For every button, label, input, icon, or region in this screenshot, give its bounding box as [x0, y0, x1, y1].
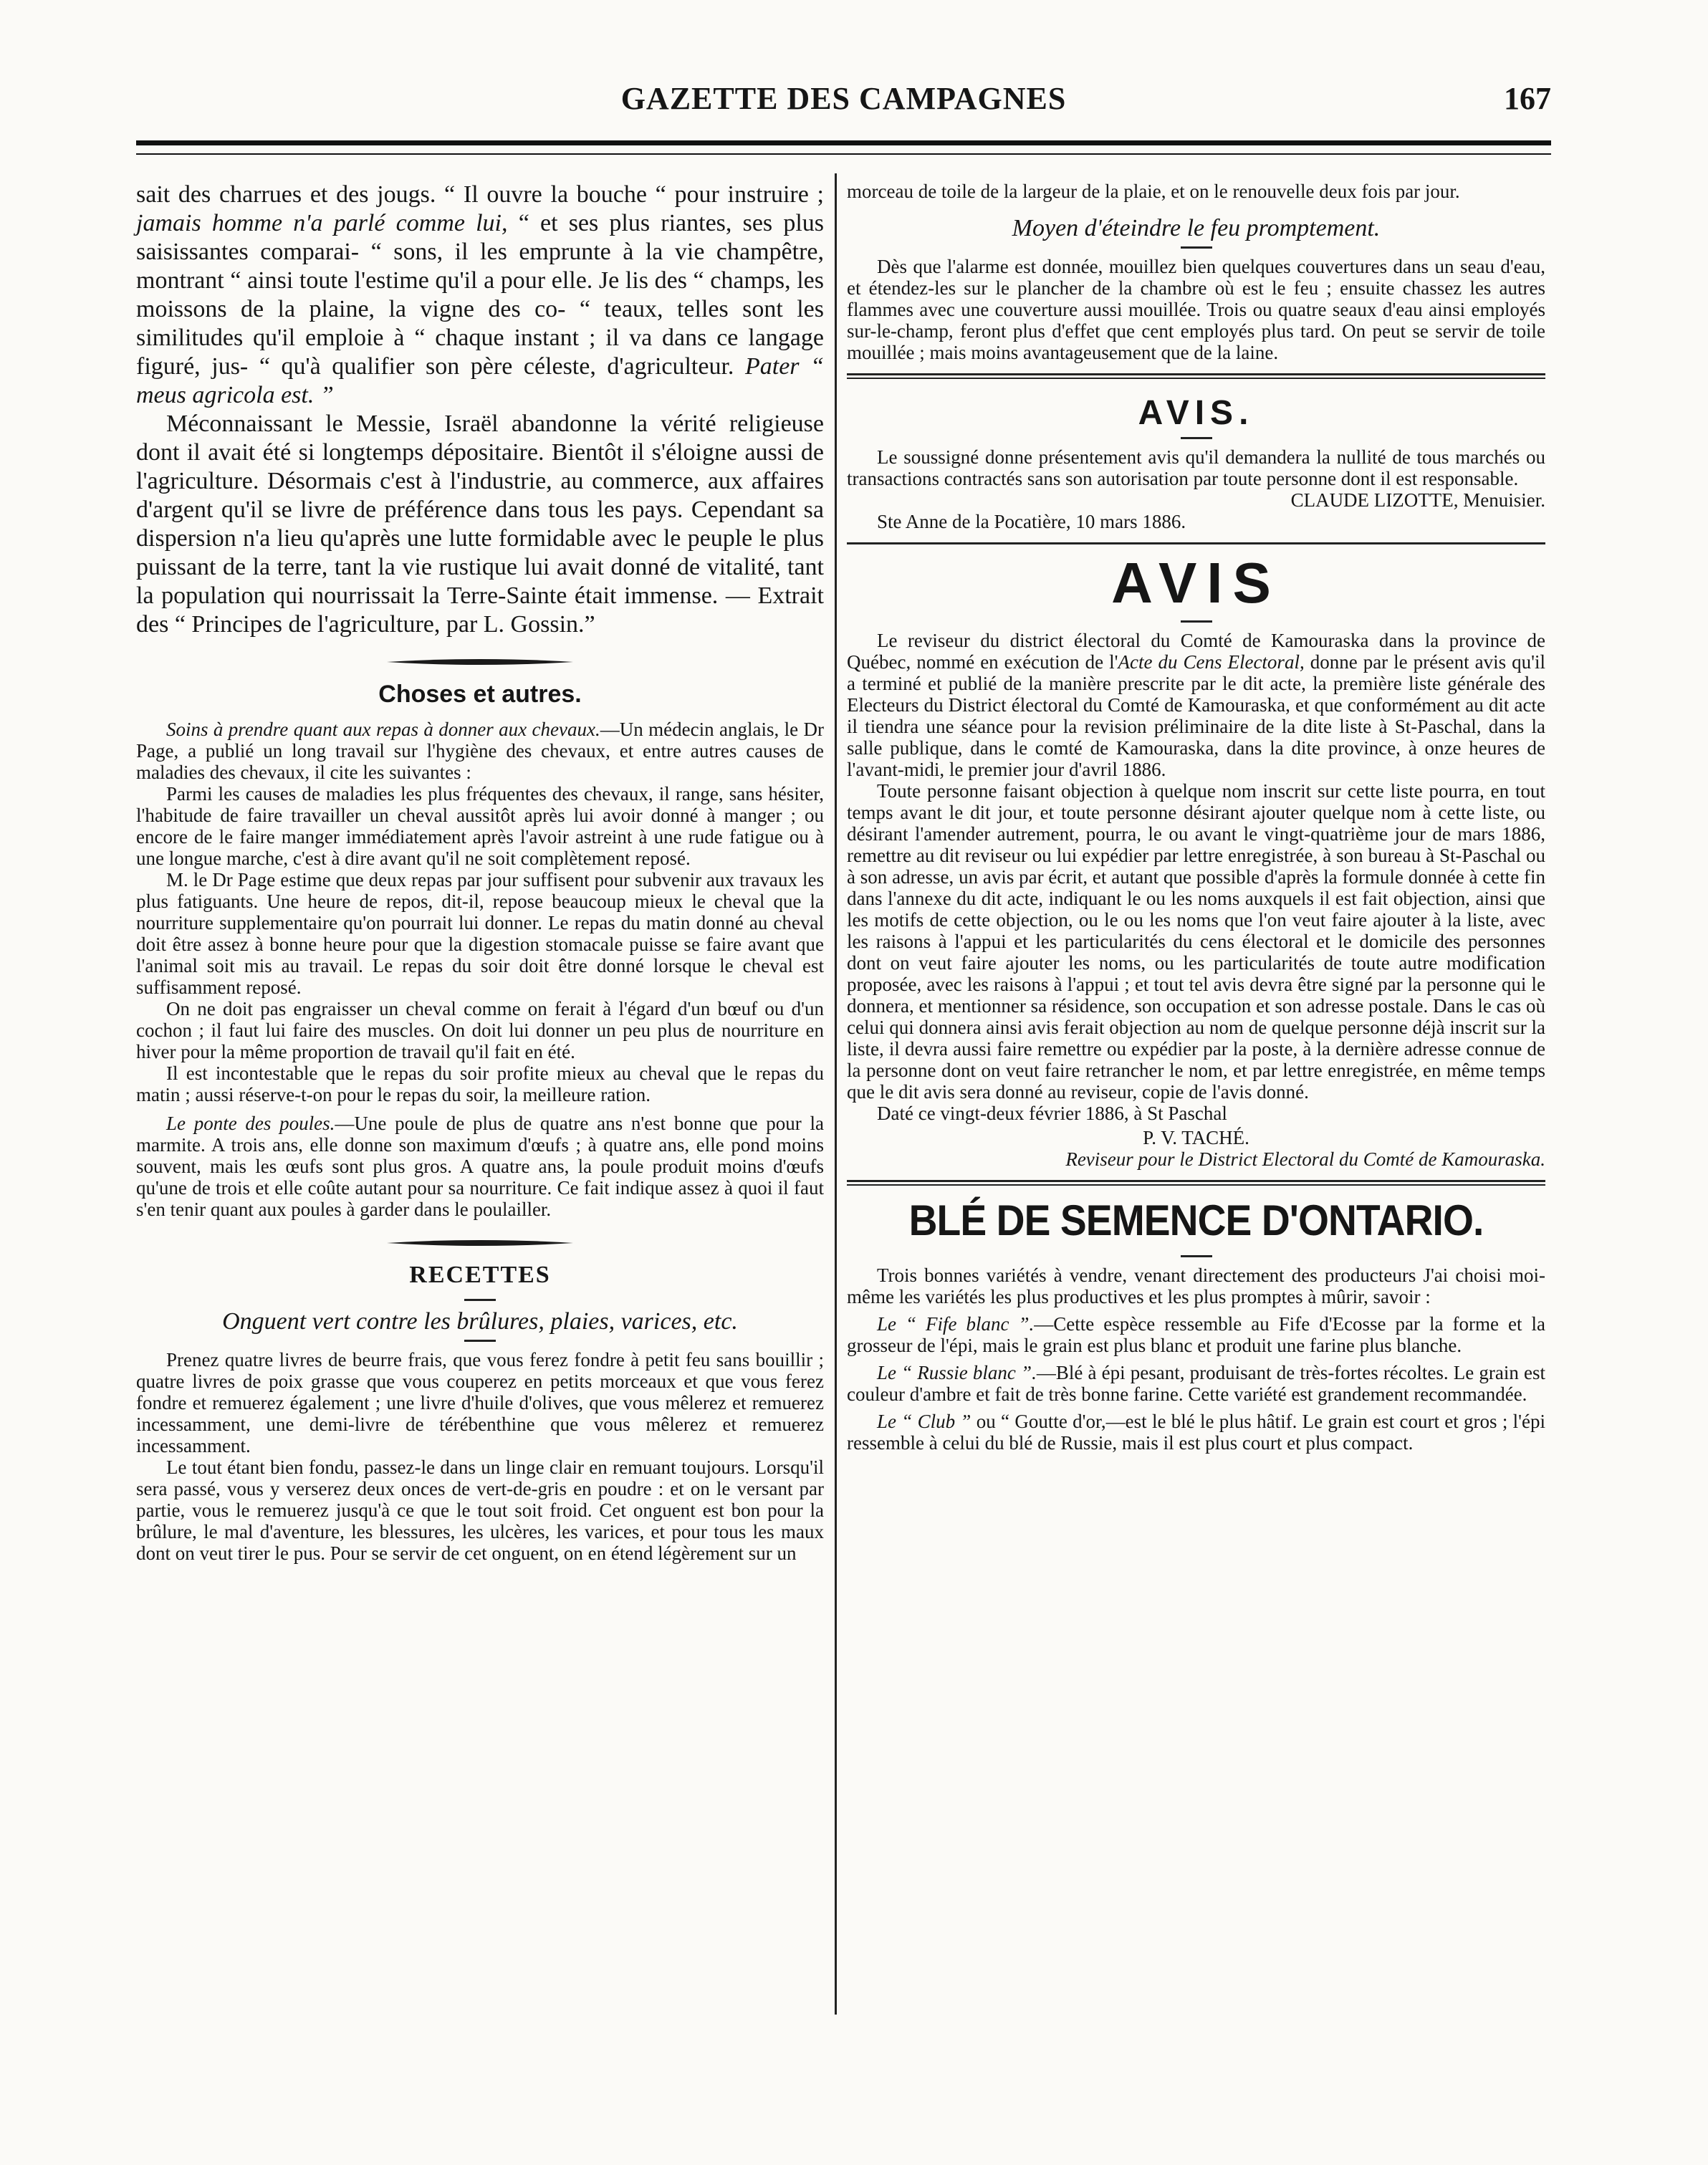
- avis1-dash: [1181, 437, 1212, 439]
- avis2-act-name: Acte du Cens Electoral,: [1118, 651, 1305, 673]
- ble-title: BLÉ DE SEMENCE D'ONTARIO.: [908, 1196, 1484, 1244]
- avis2-p1: [847, 630, 1545, 780]
- recettes-p1: Prenez quatre livres de beurre frais, que vous ferez fondre à petit feu sans bouillir ; quatre livres de poix grasse que vous couperez en petits morceaux et que vous ferez fondre et remuerez également ; une livre d'huile d'olives, que vous mêlerez et remuerez incessamment, une demi-livre de térébenthine que vous mêlerez et remuerez incessamment.: [136, 1349, 824, 1456]
- choses-p3: On ne doit pas engraisser un cheval comme on ferait à l'égard d'un bœuf ou d'un cochon ; il faut lui faire des muscles. On doit lui donner un peu plus de nourriture en hiver pour la même proportion de travail qu'il fait en été.: [136, 998, 824, 1062]
- avis2-role: [847, 1148, 1545, 1170]
- feu-subtitle: Moyen d'éteindre le feu promptement.: [1012, 215, 1381, 241]
- feu-dash: [1181, 246, 1212, 249]
- israel-paragraph: Méconnaissant le Messie, Israël abandonne la vérité religieuse dont il avait été si longtemps dépositaire. Bientôt il s'éloigne aussi de l'agriculture. Désormais c'est à l'industrie, au commerce, aux affaires d'argent qu'il se livre de préférence dans tous les pays. Cependant sa dispersion n'a lieu qu'après une lutte formidable avec le peuple le plus puissant de la terre, tant la vie rustique lui avait donné de vitalité, tant la population qui nourrissait la Terre-Sainte était immense. — Extrait des “ Principes de l'agriculture, par L. Gossin.”: [136, 411, 824, 638]
- avis1-title: AVIS.: [1138, 394, 1254, 432]
- recettes-title: RECETTES: [409, 1262, 551, 1288]
- poules-lead: Le ponte des poules.: [166, 1113, 335, 1134]
- ble-rule-thin: [847, 1184, 1545, 1186]
- variety-1-text: —Cette espèce ressemble au Fife d'Ecosse par la forme et la grosseur de l'épi, mais le grain est plus blanc et produit une farine plus blanche.: [847, 1313, 1545, 1356]
- avis2-rule: [847, 542, 1545, 544]
- avis1-rule-thin: [847, 378, 1545, 379]
- choses-p1: Parmi les causes de maladies les plus fréquentes des chevaux, il range, sans hésiter, l'habitude de faire travailler un cheval aussitôt après lui avoir donné à manger ; ou encore de le faire manger immédiatement après l'avoir astreint à une rude fatigue ou à une longue marche, c'est à dire avant qu'il ne soit complètement reposé.: [136, 783, 824, 869]
- intro-quote-italic: jamais homme n'a parlé comme lui,: [136, 210, 508, 236]
- intro-text-1: sait des charrues et des jougs. “ Il ouvre la bouche “ pour instruire ;: [136, 181, 824, 208]
- intro-text-2: “ et ses plus riantes, ses plus saisissantes comparai- “ sons, il les emprunte à la vie champêtre, montrant “ ainsi toute l'estime qu'il a pour elle. Je lis des “ champs, les moissons de la plaine, la vigne des co- “ teaux, telles sont les similitudes qu'il emploie à “ chaque instant ; il va dans ce langage figuré, jus- “ qu'à qualifier son père céleste, d'agriculteur.: [136, 210, 825, 380]
- avis2-title: AVIS: [1111, 551, 1281, 615]
- section-ornament-2: [136, 1236, 824, 1250]
- variety-2-text: —Blé à épi pesant, produisant de très-fortes récoltes. Le grain est couleur d'ambre et fait de très bonne farine. Cette variété est grandement recommandée.: [847, 1362, 1545, 1405]
- intro-latin-quote: Pater “ meus agricola est. ”: [136, 353, 825, 408]
- page-header: [136, 80, 1551, 123]
- avis2-p1-a: Le reviseur du district électoral du Comté de Kamouraska dans la province de Québec, nommé en exécution de l': [847, 630, 1545, 673]
- avis2-date: Daté ce vingt-deux février 1886, à St Paschal: [877, 1103, 1227, 1124]
- header-rule-thick: [136, 140, 1551, 145]
- avis1-rule: [847, 373, 1545, 375]
- soins-lead: Soins à prendre quant aux repas à donner aux chevaux.: [166, 719, 600, 740]
- poules-paragraph: [136, 1113, 824, 1220]
- avis2-p1-b: donne par le présent avis qu'il a terminé et publié de la manière prescrite par le dit acte, la première liste générale des Electeurs du District électoral du Comté de Kamouraska, et que conformément au dit acte il tiendra une séance pour la revision préliminaire de la dite liste à St-Paschal, dans la salle publique, dans le comté de Kamouraska, dans la dite province, à onze heures de l'avant-midi, le premier jour d'avril 1886.: [847, 651, 1545, 780]
- continuation-text: morceau de toile de la largeur de la plaie, et on le renouvelle deux fois par jour.: [847, 181, 1460, 202]
- variety-3-text: ou “ Goutte d'or,—est le blé le plus hâtif. Le grain est court et gros ; l'épi ressemble à celui du blé de Russie, mais il est plus court et plus compact.: [847, 1411, 1545, 1454]
- section-ornament: [136, 655, 824, 669]
- avis2-role-text: Reviseur pour le District Electoral du Comté de Kamouraska.: [1065, 1148, 1545, 1170]
- poules-text: —Une poule de plus de quatre ans n'est bonne que pour la marmite. A trois ans, elle donne son maximum d'œufs ; à quatre ans, elle pond moins souvent, mais les œufs sont plus gros. A quatre ans, la poule produit moins d'œufs qu'une de trois et elle coûte autant pour sa nourriture. Ce fait indique assez à quoi il faut s'en tenir quant aux poules à garder dans le poulailler.: [136, 1113, 824, 1220]
- ble-variety-2: [847, 1362, 1545, 1405]
- ble-variety-1: [847, 1313, 1545, 1356]
- feu-text: Dès que l'alarme est donnée, mouillez bien quelques couvertures dans un seau d'eau, et étendez-les sur le plancher de la chambre où est le feu ; ensuite chassez les autres flammes avec une couverture aussi mouillée. Trois ou quatre seaux d'eau ainsi employés sur-le-champ, feront plus d'effet que cent employés plus tard. On peut se servir de toile mouillée ; mais moins avantageusement que de la laine.: [847, 256, 1545, 363]
- recettes-p2: Le tout étant bien fondu, passez-le dans un linge clair en remuant toujours. Lorsqu'il sera passé, vous y verserez deux onces de vert-de-gris en poudre : et on le versant par partie, vous le remuerez jusqu'à ce que le tout soit froid. Cet onguent est bon pour la brûlure, le mal d'aventure, les blessures, les ulcères, les varices, et pour tous les maux dont on veut tirer le pus. Pour se servir de cet onguent, on en étend légèrement sur un: [136, 1456, 824, 1564]
- ble-dash: [1181, 1255, 1212, 1257]
- onguent-dash: [464, 1340, 496, 1342]
- avis1-text: Le soussigné donne présentement avis qu'il demandera la nullité de tous marchés ou transactions contractés sans son autorisation par toute personne dont il est responsable.: [847, 446, 1545, 489]
- variety-3-name: Le “ Club ”: [877, 1411, 971, 1432]
- ble-variety-3: [847, 1411, 1545, 1454]
- variety-1-name: Le “ Fife blanc ”.: [877, 1313, 1035, 1335]
- soins-text: —Un médecin anglais, le Dr Page, a publié un long travail sur l'hygiène des chevaux, et entre autres causes de maladies des chevaux, il cite les suivantes :: [136, 719, 824, 783]
- header-rule-thin: [136, 153, 1551, 155]
- left-column: [136, 181, 824, 1564]
- variety-2-name: Le “ Russie blanc ”.: [877, 1362, 1037, 1383]
- avis2-signature: P. V. TACHÉ.: [1143, 1127, 1249, 1148]
- avis2-p2: Toute personne faisant objection à quelque nom inscrit sur cette liste pourra, en tout temps avant le dit jour, et toute personne désirant ajouter quelque nom à cette liste, ou désirant l'amender autrement, pourra, le ou avant le vingt-quatrième jour de mars 1886, remettre au dit reviseur ou lui expédier par lettre enregistrée, à son bureau à St-Paschal ou à son adresse, un avis par écrit, et autant que possible d'après la formule donnée à cette fin dans l'annexe du dit acte, indiquant le ou les noms auxquels il est fait objection, ainsi que les motifs de cette objection, ou le ou les noms que l'on veut faire ajouter à la liste, avec les raisons à l'appui et les particularités du cens électoral et le domicile des personnes dont on veut faire ajouter les noms, ou les particularités de toute autre modification proposée, avec les raisons à l'appui ; et tout tel avis devra être signé par la personne qui le donnera, et mentionner sa résidence, son occupation et son adresse postale. Dans le cas où celui qui donnera ainsi avis ferait objection au nom de quelque personne déjà inscrit sur la liste, il devra aussi faire remettre ou expédier par la poste, à la dernière adresse connue de la personne dont on veut faire retrancher le nom, et par lettre enregistrée, en même temps que le dit avis sera donné au reviseur, copie de l'avis donné.: [847, 780, 1545, 1103]
- avis1-signature: CLAUDE LIZOTTE, Menuisier.: [1290, 489, 1545, 511]
- ble-intro: Trois bonnes variétés à vendre, venant directement des producteurs J'ai choisi moi-même les variétés les plus productives et les plus promptes à mûrir, savoir :: [847, 1264, 1545, 1307]
- intro-paragraph: [136, 181, 824, 410]
- page-number: 167: [1504, 81, 1551, 116]
- avis1-place-date: Ste Anne de la Pocatière, 10 mars 1886.: [877, 511, 1186, 532]
- choses-p2: M. le Dr Page estime que deux repas par jour suffisent pour subvenir aux travaux les plus fatiguants. Une heure de repos, dit-il, repose beaucoup mieux le cheval que la nourriture supplementaire qu'on pourrait lui donner. Le repas du matin donné au cheval doit être assez à bonne heure pour que la digestion stomacale puisse se faire avant que l'animal soit mis au travail. Le repas du soir doit être donné lorsque le cheval est suffisamment reposé.: [136, 869, 824, 998]
- newspaper-title: GAZETTE DES CAMPAGNES: [620, 81, 1067, 116]
- soins-paragraph: [136, 719, 824, 783]
- recettes-dash: [464, 1299, 496, 1301]
- avis2-dash: [1181, 620, 1212, 623]
- right-column: [847, 181, 1545, 1454]
- onguent-subtitle: Onguent vert contre les brûlures, plaies, varices, etc.: [222, 1308, 738, 1335]
- choses-p4: Il est incontestable que le repas du soir profite mieux au cheval que le repas du matin ; aussi réserve-t-on pour le repas du soir, la meilleure ration.: [136, 1062, 824, 1105]
- choses-title: Choses et autres.: [378, 681, 582, 708]
- column-divider: [835, 173, 837, 2015]
- ble-rule: [847, 1180, 1545, 1182]
